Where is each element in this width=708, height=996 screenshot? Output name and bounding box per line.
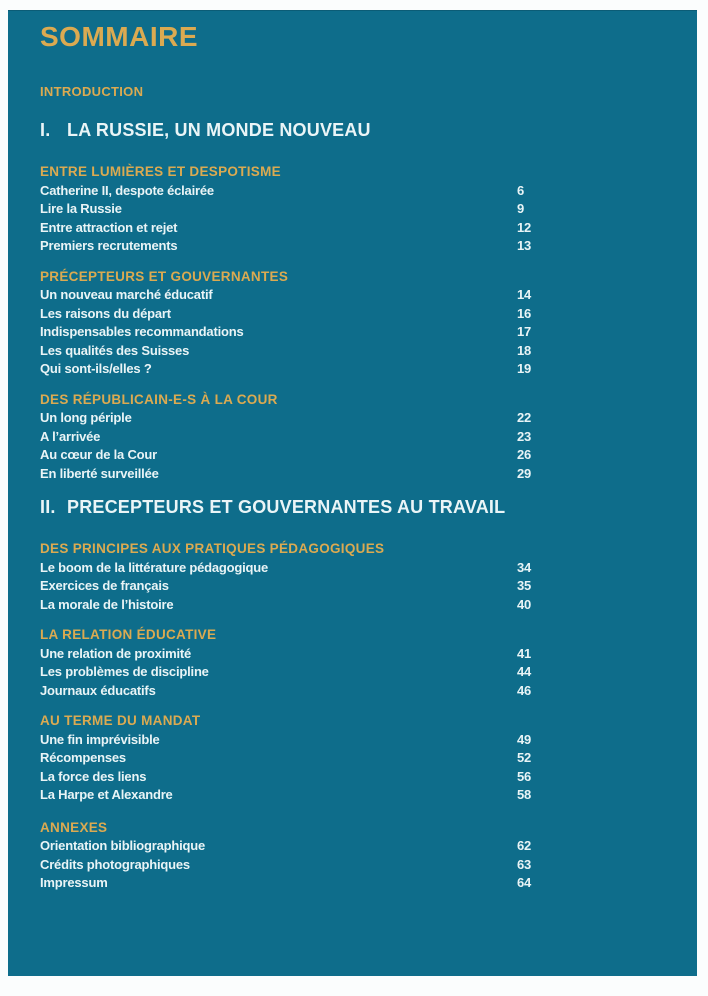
toc-entry	[40, 182, 697, 201]
toc-entry-title: Lire la Russie	[40, 201, 122, 216]
toc-entry	[40, 219, 697, 238]
toc-section	[40, 391, 697, 484]
toc-content	[8, 10, 697, 893]
toc-entry-page: 26	[517, 447, 532, 462]
toc-entry-title: La force des liens	[40, 768, 147, 784]
toc-section	[40, 163, 697, 256]
toc-entry-title: La Harpe et Alexandre	[40, 787, 173, 802]
toc-entry	[40, 559, 697, 578]
toc-entry-page: 41	[517, 645, 532, 661]
toc-part-2-label: II.	[40, 497, 56, 517]
toc-entry-page: 63	[517, 856, 532, 872]
toc-section	[40, 268, 697, 379]
toc-entry-page: 23	[517, 428, 532, 444]
toc-entry-title: Les problèmes de discipline	[40, 664, 209, 679]
toc-entry	[40, 663, 697, 682]
toc-entry	[40, 749, 697, 768]
toc-entry-page: 35	[517, 578, 532, 593]
toc-entry-page: 22	[517, 410, 532, 425]
toc-entry-page: 17	[517, 324, 532, 339]
toc-entry-title: Entre attraction et rejet	[40, 219, 178, 235]
toc-entry-page: 18	[517, 342, 532, 358]
toc-entry-title: Les qualités des Suisses	[40, 342, 190, 358]
toc-entry-page: 9	[517, 201, 525, 216]
toc-sheet	[8, 10, 697, 976]
toc-entry-title: Journaux éducatifs	[40, 682, 156, 698]
toc-entry-title: La morale de l’histoire	[40, 596, 174, 612]
toc-entry	[40, 874, 697, 893]
toc-entry-title: Une relation de proximité	[40, 645, 192, 661]
toc-entry-title: Orientation bibliographique	[40, 838, 206, 853]
toc-entry	[40, 200, 697, 219]
toc-entry	[40, 837, 697, 856]
toc-entry-page: 52	[517, 750, 532, 765]
toc-entry-page: 14	[517, 287, 532, 302]
toc-entry-title: Un nouveau marché éducatif	[40, 287, 213, 302]
toc-entry	[40, 577, 697, 596]
toc-entry-page: 34	[517, 559, 532, 575]
toc-section	[40, 626, 697, 700]
toc-section-heading: AU TERME DU MANDAT	[40, 713, 201, 728]
toc-entry	[40, 465, 697, 484]
toc-entry	[40, 409, 697, 428]
toc-entry	[40, 237, 697, 256]
toc-entry-title: Une fin imprévisible	[40, 731, 160, 747]
toc-entry	[40, 305, 697, 324]
toc-section	[40, 540, 697, 614]
toc-section-heading: DES PRINCIPES AUX PRATIQUES PÉDAGOGIQUES	[40, 541, 385, 556]
toc-section	[40, 712, 697, 805]
toc-section-heading: PRÉCEPTEURS ET GOUVERNANTES	[40, 268, 289, 284]
toc-part-2-title: PRECEPTEURS ET GOUVERNANTES AU TRAVAIL	[67, 497, 506, 517]
toc-section-heading: ANNEXES	[40, 819, 108, 835]
toc-entry-title: Les raisons du départ	[40, 305, 171, 321]
toc-entry-page: 49	[517, 731, 532, 747]
toc-part-2-heading	[40, 497, 697, 517]
toc-section-heading: DES RÉPUBLICAIN-E-S À LA COUR	[40, 391, 278, 407]
toc-entry-title: Qui sont-ils/elles ?	[40, 361, 152, 376]
toc-entry-title: Le boom de la littérature pédagogique	[40, 559, 269, 575]
toc-entry-page: 16	[517, 305, 532, 321]
toc-entry-title: Impressum	[40, 875, 108, 890]
toc-entry-title: A l’arrivée	[40, 428, 101, 444]
toc-entry-page: 19	[517, 361, 532, 376]
toc-section-heading: ENTRE LUMIÈRES ET DESPOTISME	[40, 164, 281, 179]
toc-entry	[40, 786, 697, 805]
page-title: SOMMAIRE	[40, 21, 198, 52]
toc-entry-title: Indispensables recommandations	[40, 324, 244, 339]
toc-entry-page: 56	[517, 768, 532, 784]
toc-entry	[40, 360, 697, 379]
toc-entry-title: Exercices de français	[40, 578, 169, 593]
toc-entry	[40, 342, 697, 361]
toc-part-1-label: I.	[40, 120, 51, 140]
toc-entry-page: 13	[517, 238, 532, 253]
toc-entry-title: Au cœur de la Cour	[40, 447, 158, 462]
toc-section-heading: LA RELATION ÉDUCATIVE	[40, 627, 217, 642]
toc-part-1-title: LA RUSSIE, UN MONDE NOUVEAU	[67, 120, 371, 140]
toc-entry	[40, 645, 697, 664]
toc-entry-title: Un long périple	[40, 410, 132, 425]
toc-entry-page: 40	[517, 596, 532, 612]
toc-part-1-heading	[40, 120, 697, 140]
toc-entry-title: Crédits photographiques	[40, 856, 190, 872]
toc-entry-page: 62	[517, 838, 532, 853]
toc-entry	[40, 596, 697, 615]
toc-entry	[40, 856, 697, 875]
toc-entry	[40, 682, 697, 701]
toc-entry-page: 44	[517, 664, 532, 679]
toc-entry	[40, 428, 697, 447]
toc-entry-page: 29	[517, 465, 532, 481]
toc-entry	[40, 768, 697, 787]
toc-entry-page: 12	[517, 219, 532, 235]
toc-entry-page: 6	[517, 182, 525, 198]
toc-entry-title: Récompenses	[40, 750, 126, 765]
toc-entry-page: 46	[517, 682, 532, 698]
toc-entry-title: Catherine II, despote éclairée	[40, 182, 214, 198]
toc-entry-title: En liberté surveillée	[40, 465, 159, 481]
toc-entry-page: 58	[517, 787, 532, 802]
toc-intro-heading: INTRODUCTION	[40, 84, 144, 99]
toc-entry-title: Premiers recrutements	[40, 238, 178, 253]
toc-section-annexes	[40, 819, 697, 893]
toc-entry	[40, 286, 697, 305]
toc-entry-page: 64	[517, 875, 532, 890]
toc-entry	[40, 446, 697, 465]
toc-entry	[40, 731, 697, 750]
toc-entry	[40, 323, 697, 342]
